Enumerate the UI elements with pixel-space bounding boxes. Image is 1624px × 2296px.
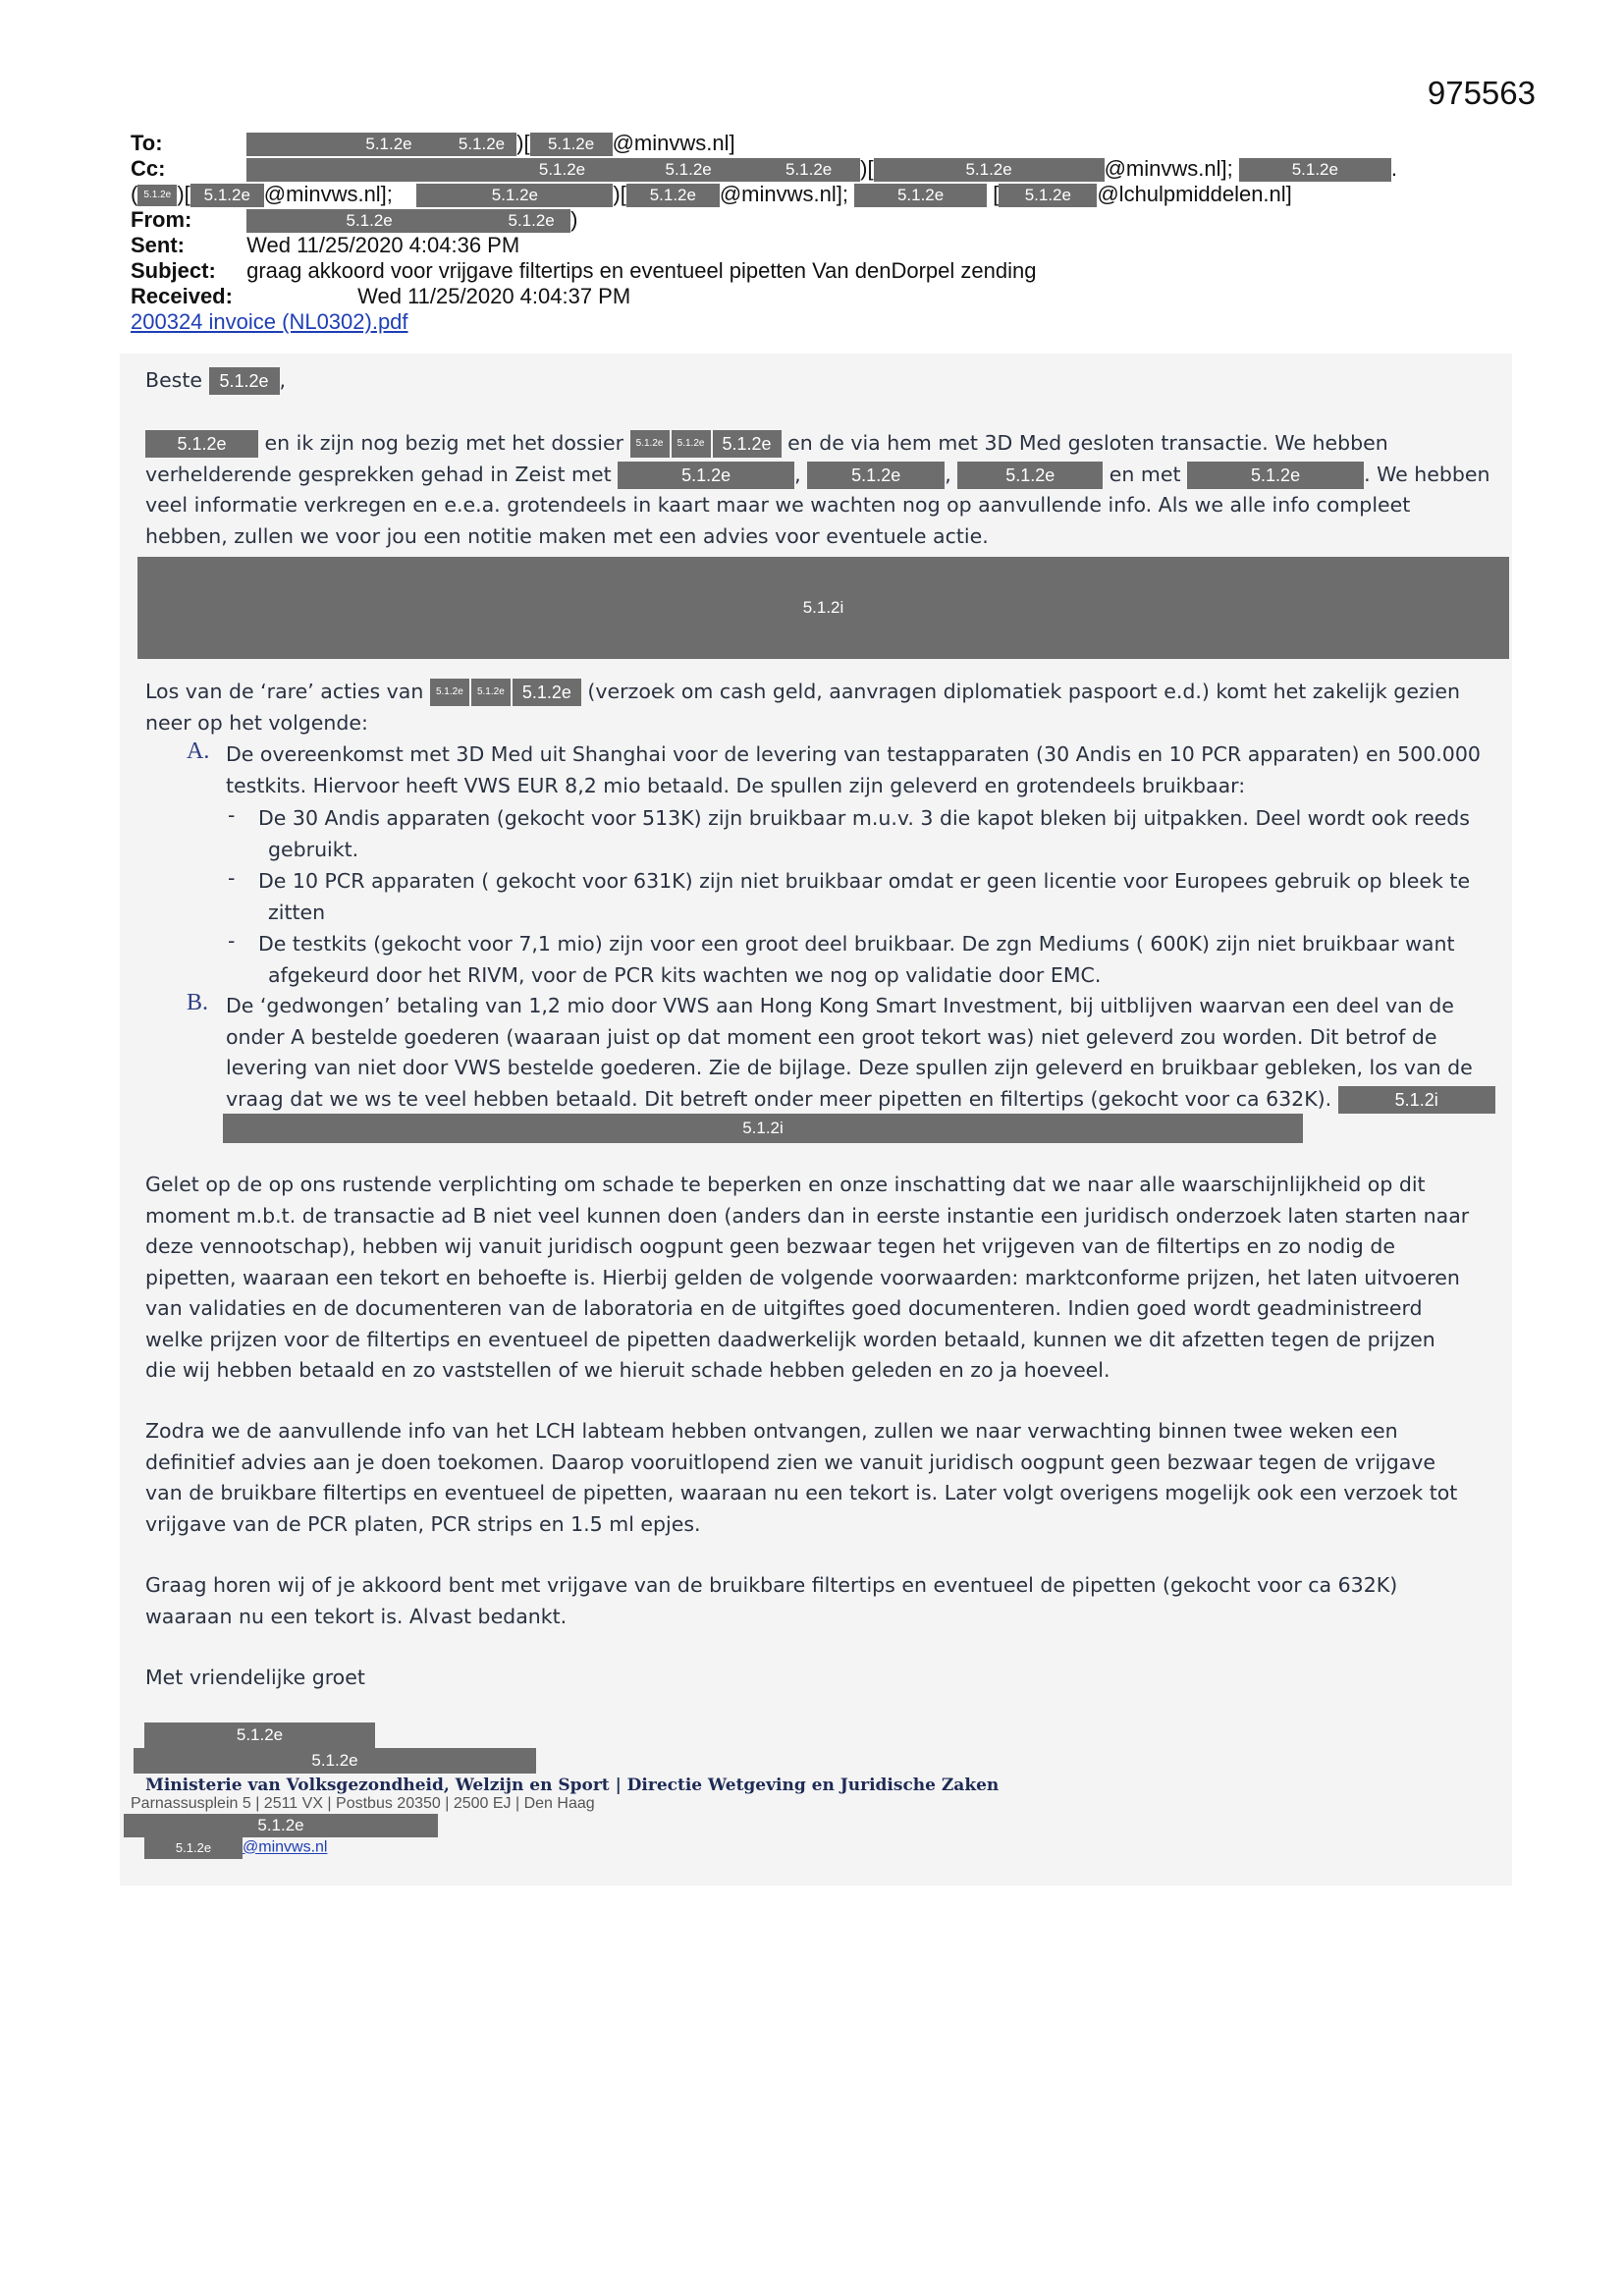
- redaction: 5.1.2e: [145, 430, 258, 458]
- header-to: To: 5.1.2e 5.1.2e )[ 5.1.2e @minvws.nl]: [131, 131, 735, 155]
- to-label: To:: [131, 131, 163, 155]
- sent-label: Sent:: [131, 233, 185, 257]
- redaction: 5.1.2e: [807, 462, 945, 489]
- redaction: 5.1.2e: [513, 679, 581, 706]
- redaction: 5.1.2e: [626, 184, 720, 207]
- paragraph-5: Graag horen wij of je akkoord bent met vrijgave van de bruikbare filtertips en eventueel de pipetten (gekocht voor ca 632K) waaraan nu een tekort is. Alvast bedankt.: [145, 1573, 1398, 1628]
- redaction: 5.1.2e: [416, 184, 613, 207]
- redaction: 5.1.2e: [144, 1837, 243, 1859]
- paragraph-1: 5.1.2e en ik zijn nog bezig met het dossier 5.1.2e 5.1.2e 5.1.2e en de via hem met 3D Med gesloten transactie. We hebben verhelderende gesprekken gehad in Zeist met 5.1.2e , 5.1.2e , 5.1.2e en met 5.1.2e . We hebben veel informatie verkregen en e.e.a. grotendeels in kaart maar we wachten nog op aanvullende info. Als we alle info compleet hebben, zullen we voor jou een notitie maken met een advies voor eventuele actie.: [145, 431, 1490, 548]
- sub-item-3: De testkits (gekocht voor 7,1 mio) zijn voor een groot deel bruikbaar. De zgn Mediums ( 600K) zijn niet bruikbaar want afgekeurd door het RIVM, voor de PCR kits wachten we nog op validatie door EMC.: [258, 932, 1455, 987]
- redaction: 5.1.2e: [620, 158, 757, 182]
- redaction: 5.1.2e: [430, 679, 469, 706]
- paragraph-2: Los van de ‘rare’ acties van 5.1.2e 5.1.2e 5.1.2e (verzoek om cash geld, aanvragen diplomatiek paspoort e.d.) komt het zakelijk gezien neer op het volgende:: [145, 680, 1460, 735]
- bullet-dash: -: [228, 803, 236, 827]
- from-label: From:: [131, 207, 192, 232]
- header-received: [131, 284, 630, 309]
- redaction: 5.1.2e: [874, 158, 1105, 182]
- sent-value: Wed 11/25/2020 4:04:36 PM: [246, 233, 520, 257]
- redaction: 5.1.2e: [190, 184, 264, 207]
- redaction: 5.1.2e: [1187, 462, 1364, 489]
- redaction: 5.1.2e: [246, 209, 492, 233]
- redaction: 5.1.2e: [471, 679, 511, 706]
- header-sent: [131, 233, 519, 258]
- redaction-block: 5.1.2i: [137, 557, 1509, 659]
- list-marker-b: B.: [187, 990, 209, 1015]
- cc-label: Cc:: [131, 156, 166, 181]
- redaction: 5.1.2e: [672, 430, 711, 458]
- list-marker-a: A.: [187, 738, 210, 764]
- redaction: 5.1.2e: [1239, 158, 1391, 182]
- redaction: 5.1.2e: [134, 1748, 536, 1774]
- subject-value: graag akkoord voor vrijgave filtertips en eventueel pipetten Van denDorpel zending: [246, 258, 1037, 283]
- list-item-a: De overeenkomst met 3D Med uit Shanghai voor de levering van testapparaten (30 Andis en 10 PCR apparaten) en 500.000 testkits. Hiervoor heeft VWS EUR 8,2 mio betaald. De spullen zijn geleverd en grotendeels bruikbaar:: [226, 742, 1481, 797]
- redaction: 5.1.2e: [713, 430, 782, 458]
- document-number: 975563: [1427, 75, 1536, 111]
- sub-item-2: De 10 PCR apparaten ( gekocht voor 631K) zijn niet bruikbaar omdat er geen licentie voor Europees gebruik op bleek te zitten: [258, 869, 1471, 924]
- paragraph-3: Gelet op de op ons rustende verplichting om schade te beperken en onze inschatting dat we naar alle waarschijnlijkheid op dit moment m.b.t. de transactie ad B niet veel kunnen doen (anders dan in eerste instantie een juridisch onderzoek laten starten naar deze vennootschap), hebben wij vanuit juridisch oogpunt geen bezwaar tegen het vrijgeven van de filtertips en zo nodig de pipetten, waaraan een tekort en behoefte is. Hierbij gelden de volgende voorwaarden: marktconforme prijzen, het laten uitvoeren van validaties en de documenteren van de laboratoria en de uitgiftes goed documenteren. Indien goed wordt geadministreerd welke prijzen voor de filtertips en eventueel de pipetten daadwerkelijk worden betaald, kunnen we dit afzetten tegen de prijzen die wij hebben betaald en zo vaststellen of we hieruit schade hebben geleden en zo ja hoeveel.: [145, 1173, 1470, 1382]
- signature-email-row: [144, 1837, 327, 1859]
- redaction: 5.1.2e: [630, 430, 670, 458]
- signature-ministry: Ministerie van Volksgezondheid, Welzijn en Sport | Directie Wetgeving en Juridische Zaken: [145, 1776, 1000, 1795]
- list-item-b: De ‘gedwongen’ betaling van 1,2 mio door VWS aan Hong Kong Smart Investment, bij uitblijven waarvan een deel van de onder A bestelde goederen (waaraan juist op dat moment een groot tekort was) niet geleverd zou worden. Dit betrof de levering van niet door VWS bestelde goederen. Zie de bijlage. Deze spullen zijn geleverd en bruikbaar gebleken, los van de vraag dat we ws te veel hebben betaald. Dit betreft onder meer pipetten en filtertips (gekocht voor ca 632K). 5.1.2i: [226, 991, 1502, 1115]
- redaction-block: 5.1.2i: [223, 1114, 1303, 1143]
- received-label: Received:: [131, 284, 233, 308]
- header-cc-line2: ( 5.1.2e )[ 5.1.2e @minvws.nl]; 5.1.2e )[ 5.1.2e @minvws.nl]; 5.1.2e [ 5.1.2e @lchulpmiddelen.nl]: [131, 182, 1292, 206]
- redaction: 5.1.2e: [137, 185, 177, 206]
- subject-label: Subject:: [131, 258, 216, 283]
- attachment-row: [131, 309, 408, 335]
- redaction: 5.1.2e: [757, 158, 860, 182]
- signature-address: Parnassusplein 5 | 2511 VX | Postbus 20350 | 2500 EJ | Den Haag: [131, 1795, 595, 1812]
- to-domain: @minvws.nl]: [612, 131, 735, 155]
- header-from: From: 5.1.2e 5.1.2e ): [131, 207, 578, 232]
- closing: Met vriendelijke groet: [145, 1666, 365, 1689]
- redaction: 5.1.2i: [1338, 1086, 1495, 1114]
- header-subject: [131, 258, 1036, 284]
- bullet-dash: -: [228, 929, 236, 953]
- redaction: 5.1.2e: [209, 367, 280, 395]
- redaction: 5.1.2e: [530, 133, 613, 156]
- sub-item-1: De 30 Andis apparaten (gekocht voor 513K) zijn bruikbaar m.u.v. 3 die kapot bleken bij uitpakken. Deel wordt ook reeds gebruikt.: [258, 806, 1470, 861]
- received-value: Wed 11/25/2020 4:04:37 PM: [357, 284, 631, 308]
- redaction: 5.1.2e: [144, 1722, 375, 1748]
- redaction: 5.1.2e: [957, 462, 1103, 489]
- redaction: 5.1.2e: [618, 462, 794, 489]
- redaction: 5.1.2e: [999, 184, 1097, 207]
- paragraph-4: Zodra we de aanvullende info van het LCH labteam hebben ontvangen, zullen we naar verwachting binnen twee weken een definitief advies aan je doen toekomen. Daarop vooruitlopend zien we vanuit juridisch oogpunt geen bezwaar tegen de vrijgave van de bruikbare filtertips en eventueel de pipetten, waaraan nu een tekort is. Later volgt overigens mogelijk ook een verzoek tot vrijgave van de PCR platen, PCR strips en 1.5 ml epjes.: [145, 1419, 1458, 1536]
- redaction: 5.1.2e: [246, 158, 620, 182]
- attachment-link[interactable]: 200324 invoice (NL0302).pdf: [131, 309, 408, 334]
- greeting: Beste 5.1.2e ,: [145, 365, 1490, 397]
- redaction: 5.1.2e 5.1.2e: [246, 133, 516, 156]
- signature-email-link[interactable]: @minvws.nl: [243, 1838, 328, 1856]
- header-cc-line1: Cc: 5.1.2e 5.1.2e 5.1.2e )[ 5.1.2e @minvws.nl]; 5.1.2e .: [131, 156, 1397, 181]
- redaction: 5.1.2e: [492, 209, 570, 233]
- redaction: 5.1.2e: [854, 184, 987, 207]
- redaction: 5.1.2e: [124, 1814, 438, 1837]
- bullet-dash: -: [228, 866, 236, 890]
